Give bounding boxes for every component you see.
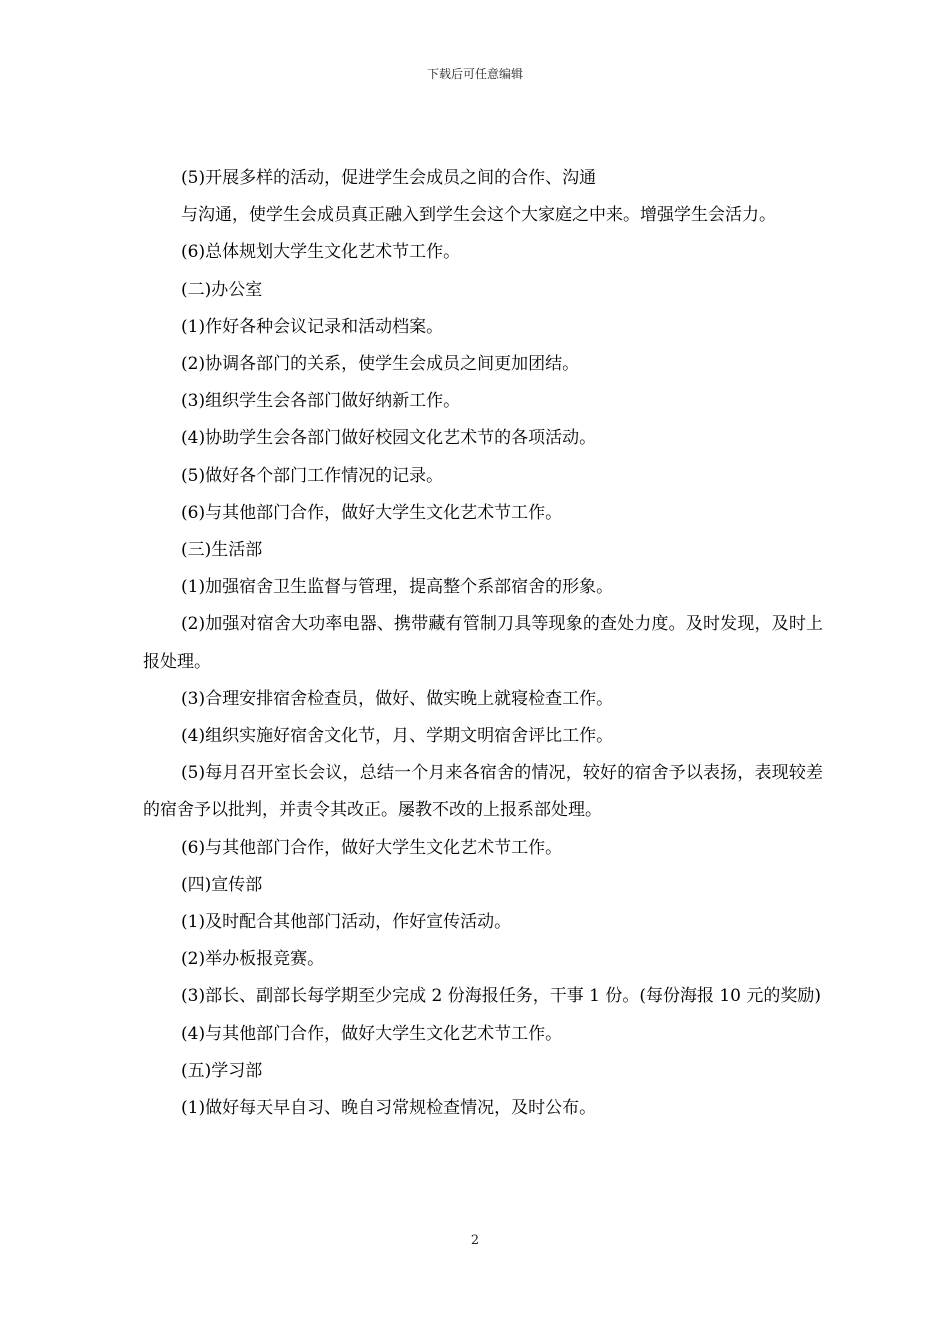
paragraph: 与沟通，使学生会成员真正融入到学生会这个大家庭之中来。增强学生会活力。 xyxy=(181,205,776,226)
paragraph: (6)与其他部门合作，做好大学生文化艺术节工作。 xyxy=(181,837,563,858)
page-header: 下载后可任意编辑 xyxy=(426,67,523,81)
paragraph: (4)协助学生会各部门做好校园文化艺术节的各项活动。 xyxy=(181,428,597,449)
document-body xyxy=(143,160,823,1127)
section-heading: (四)宣传部 xyxy=(181,874,263,895)
paragraph: (1)加强宿舍卫生监督与管理，提高整个系部宿舍的形象。 xyxy=(181,577,614,598)
paragraph: (5)做好各个部门工作情况的记录。 xyxy=(181,465,444,486)
paragraph: (3)合理安排宿舍检查员，做好、做实晚上就寝检查工作。 xyxy=(181,688,614,709)
paragraph: (2)举办板报竞赛。 xyxy=(181,949,325,970)
paragraph: (6)与其他部门合作，做好大学生文化艺术节工作。 xyxy=(181,502,563,523)
paragraph: (1)作好各种会议记录和活动档案。 xyxy=(181,316,444,337)
section-heading: (五)学习部 xyxy=(181,1060,263,1081)
paragraph: (5)开展多样的活动，促进学生会成员之间的合作、沟通 xyxy=(181,168,597,188)
page-number: 2 xyxy=(470,1233,480,1248)
paragraph: (1)及时配合其他部门活动，作好宣传活动。 xyxy=(181,912,512,933)
section-heading: (二)办公室 xyxy=(181,279,263,300)
paragraph: (3)部长、副部长每学期至少完成 2 份海报任务，干事 1 份。(每份海报 10 元的奖励) xyxy=(181,986,822,1007)
section-heading: (三)生活部 xyxy=(181,540,263,561)
paragraph: (5)每月召开室长会议，总结一个月来各宿舍的情况，较好的宿舍予以表扬，表现较差的宿舍予以批判，并责令其改正。屡教不改的上报系部处理。 xyxy=(143,763,823,821)
paragraph: (4)组织实施好宿舍文化节，月、学期文明宿舍评比工作。 xyxy=(181,726,614,747)
paragraph: (4)与其他部门合作，做好大学生文化艺术节工作。 xyxy=(181,1023,563,1044)
paragraph: (3)组织学生会各部门做好纳新工作。 xyxy=(181,391,461,412)
paragraph: (6)总体规划大学生文化艺术节工作。 xyxy=(181,242,461,263)
paragraph: (1)做好每天早自习、晚自习常规检查情况，及时公布。 xyxy=(181,1098,597,1119)
paragraph: (2)加强对宿舍大功率电器、携带藏有管制刀具等现象的查处力度。及时发现，及时上报处理。 xyxy=(143,614,823,672)
paragraph: (2)协调各部门的关系，使学生会成员之间更加团结。 xyxy=(181,354,580,375)
